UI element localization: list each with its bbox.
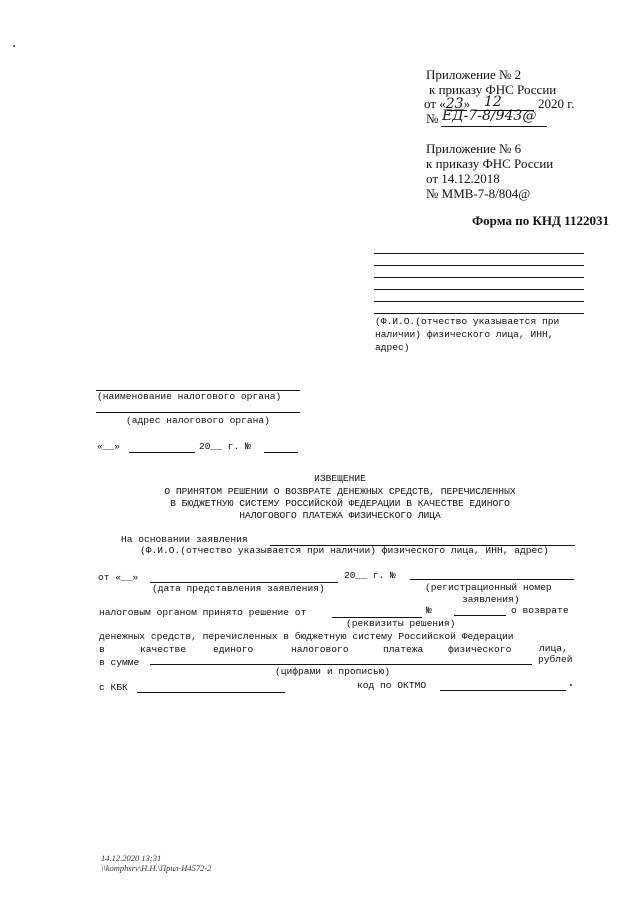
appendix-2-title: Приложение № 2 — [426, 67, 522, 82]
recipient-line-2 — [374, 265, 584, 266]
year-number-text: 20__ г. № — [344, 570, 396, 581]
amount-line — [150, 664, 532, 665]
footer-timestamp: 14.12.2020 13:31 — [101, 853, 162, 863]
date-month-handwritten: 12 — [484, 94, 502, 110]
scan-mark — [13, 45, 15, 47]
authority-name-caption: (наименование налогового органа) — [97, 391, 282, 402]
appendix-6-date: от 14.12.2018 — [426, 171, 500, 186]
amount-caption: (цифрами и прописью) — [275, 666, 391, 677]
funds-line: денежных средств, перечисленных в бюджетную систему Российской Федерации — [99, 631, 514, 642]
notice-line-2: В БЮДЖЕТНУЮ СИСТЕМУ РОССИЙСКОЙ ФЕДЕРАЦИИ В КАЧЕСТВЕ ЕДИНОГО — [170, 498, 510, 509]
notice-line-3: НАЛОГОВОГО ПЛАТЕЖА ФИЗИЧЕСКОГО ЛИЦА — [239, 510, 441, 521]
basis-text: На основании заявления — [121, 534, 248, 545]
recipient-line-4 — [374, 289, 584, 290]
decision-caption: (реквизиты решения) — [346, 618, 456, 629]
as-word-6: физического — [448, 644, 512, 655]
form-code: Форма по КНД 1122031 — [472, 213, 609, 228]
kbk-text: с КБК — [99, 682, 128, 693]
fio-caption: (Ф.И.О.(отчество указывается при наличии) физического лица, ИНН, адрес) — [140, 545, 549, 556]
amount-text: в сумме — [99, 657, 140, 668]
as-word-1: в — [99, 644, 105, 655]
as-word-7: лица, — [539, 643, 568, 654]
footer-path: \\komphsrv\Н.Н.\Прил-И4572-2 — [101, 863, 212, 873]
date-caption: (дата представления заявления) — [152, 583, 325, 594]
date-quote: » — [463, 96, 471, 111]
as-word-3: единого — [213, 644, 254, 655]
registration-caption-2: заявления) — [462, 594, 520, 605]
oktmo-end-dot — [570, 684, 572, 686]
oktmo-line — [440, 690, 566, 691]
as-word-4: налогового — [291, 644, 349, 655]
authority-date-month-line — [129, 452, 195, 453]
registration-number-line — [410, 579, 574, 580]
from-text: от «__» — [98, 572, 139, 583]
rubles-text: рублей — [538, 654, 573, 665]
decision-text: налоговым органом принято решение от — [99, 607, 307, 618]
as-word-2: качестве — [140, 644, 187, 655]
registration-caption-1: (регистрационный номер — [425, 582, 552, 593]
oktmo-text: код по ОКТМО — [357, 680, 427, 691]
date-prefix: от « — [424, 96, 446, 111]
recipient-line-6 — [374, 313, 584, 314]
appendix-2-number-handwritten: ЕД-7-8/943@ — [442, 108, 537, 124]
as-word-5: платежа — [383, 644, 424, 655]
authority-address-caption: (адрес налогового органа) — [126, 415, 270, 426]
authority-date-year: 20__ г. № — [199, 441, 251, 452]
date-year: 2020 г. — [538, 96, 575, 111]
authority-date-open: «__» — [97, 441, 121, 452]
appendix-6-order: к приказу ФНС России — [426, 156, 554, 171]
recipient-line-1 — [374, 253, 584, 254]
decision-tail: о возврате — [511, 605, 569, 616]
authority-number-line — [264, 452, 298, 453]
recipient-caption-1: (Ф.И.О.(отчество указывается при — [375, 316, 560, 327]
recipient-caption-3: адрес) — [375, 342, 410, 353]
authority-address-line — [96, 412, 300, 413]
recipient-line-5 — [374, 301, 584, 302]
recipient-line-3 — [374, 277, 584, 278]
notice-title: ИЗВЕЩЕНИЕ — [314, 473, 366, 484]
recipient-caption-2: наличии) физического лица, ИНН, — [375, 329, 554, 340]
decision-number-sign: № — [426, 605, 432, 616]
appendix-2-order: к приказу ФНС России — [429, 82, 557, 97]
appendix-6-title: Приложение № 6 — [426, 141, 522, 156]
notice-line-1: О ПРИНЯТОМ РЕШЕНИИ О ВОЗВРАТЕ ДЕНЕЖНЫХ СРЕДСТВ, ПЕРЕЧИСЛЕННЫХ — [164, 486, 516, 497]
decision-number-line — [454, 615, 506, 616]
date-day-handwritten: 23 — [445, 96, 464, 112]
appendix-6-number: № ММВ-7-8/804@ — [426, 186, 531, 201]
appendix-2-number-prefix: № — [426, 111, 439, 126]
kbk-line — [137, 692, 285, 693]
number-underline — [441, 126, 547, 127]
